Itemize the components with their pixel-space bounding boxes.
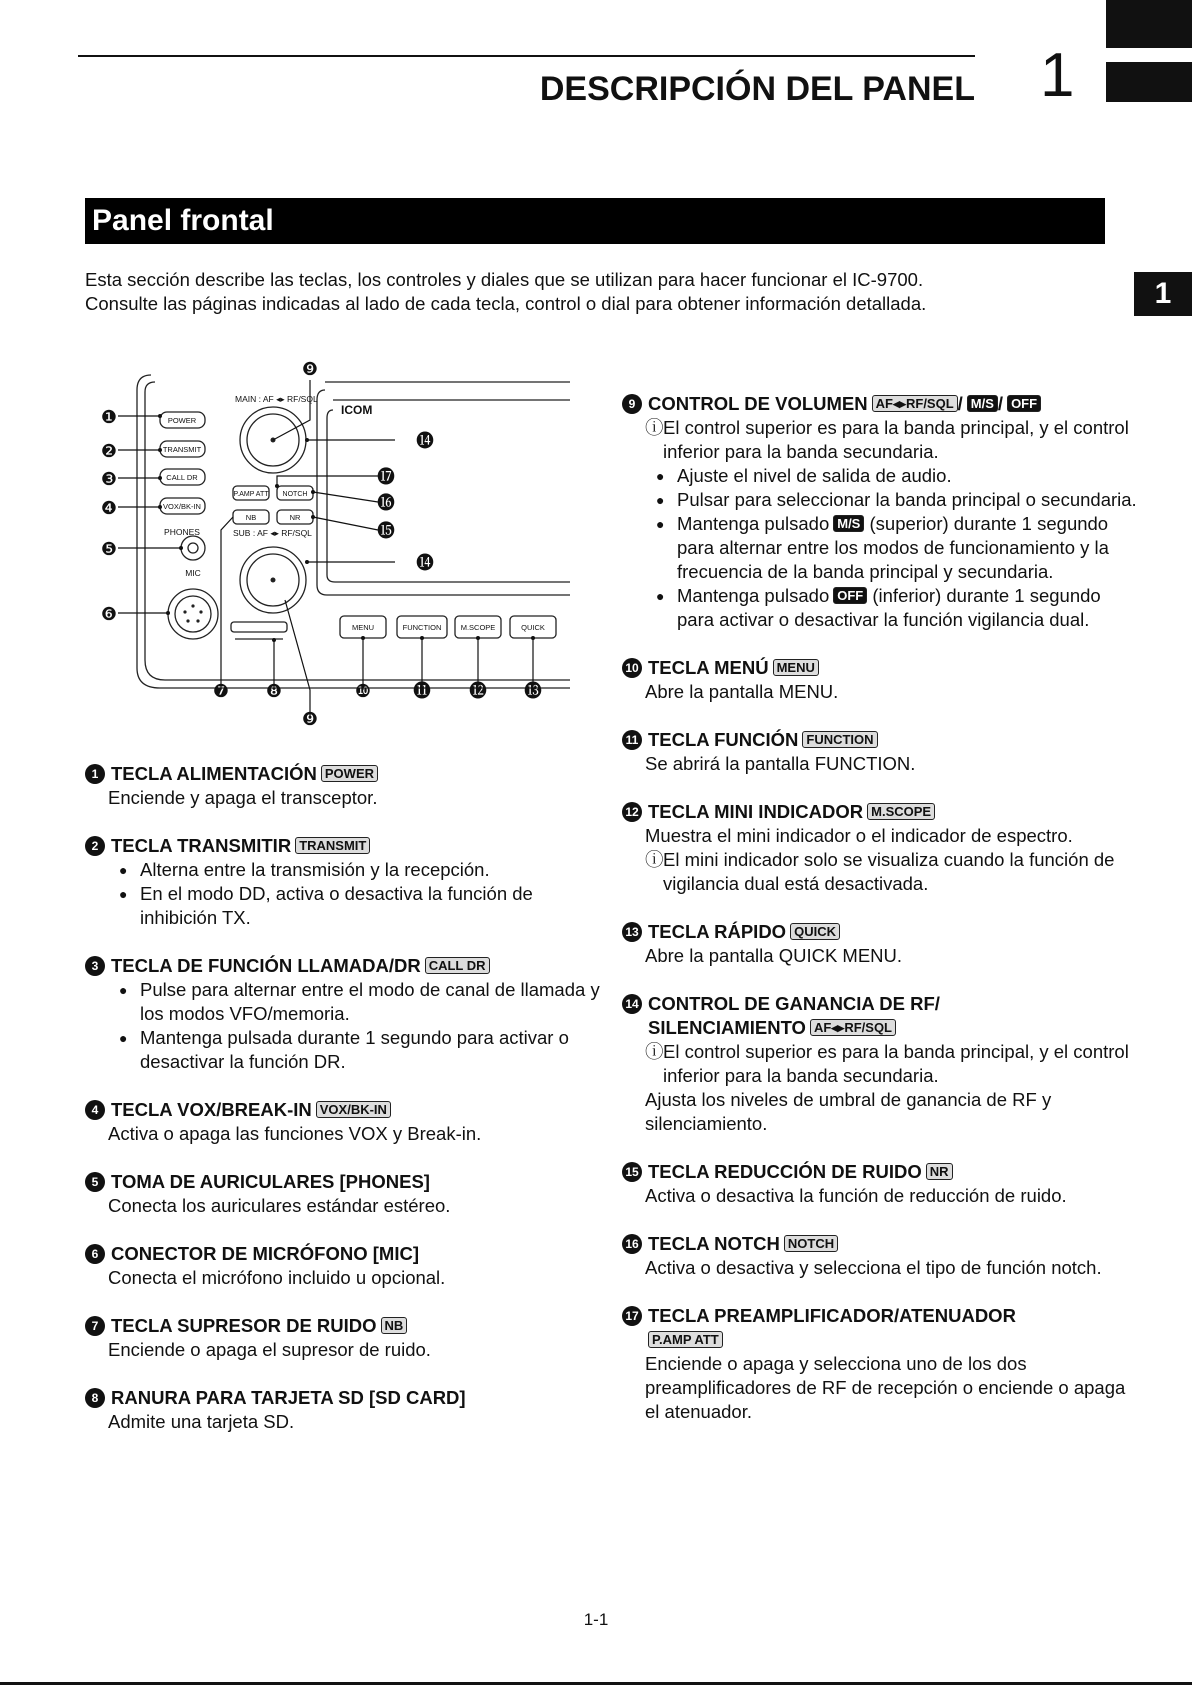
callout-11: ⓫ xyxy=(413,681,431,701)
section-title: Panel frontal xyxy=(85,198,1105,244)
bullet: ● Ajuste el nivel de salida de audio. xyxy=(622,464,1142,488)
callout-2: ❷ xyxy=(100,441,118,461)
item-desc: Enciende y apaga el transceptor. xyxy=(108,787,378,808)
item-number: 11 xyxy=(622,730,642,750)
bullet xyxy=(622,584,1142,632)
item-desc: Muestra el mini indicador o el indicador de espectro. xyxy=(645,825,1073,846)
corner-tab-bottom xyxy=(1106,62,1192,102)
item-number: 9 xyxy=(622,394,642,414)
key-icon-call: CALL DR xyxy=(425,957,490,974)
page-number: 1-1 xyxy=(583,1610,609,1629)
key-icon-mscope: M.SCOPE xyxy=(867,803,935,820)
item-title: TECLA ALIMENTACIÓN xyxy=(111,763,317,784)
key-icon-nr: NR xyxy=(926,1163,953,1180)
header-rule xyxy=(78,55,975,57)
left-column xyxy=(85,762,605,1458)
notch-btn-label: NOTCH xyxy=(282,491,308,498)
item-desc: Conecta los auriculares estándar estéreo. xyxy=(108,1195,451,1216)
item-note: El control superior es para la banda principal, y el control inferior para la banda secundaria. xyxy=(663,417,1129,462)
item-16 xyxy=(622,1232,1142,1280)
item-14 xyxy=(622,992,1142,1136)
callout-1: ❶ xyxy=(100,407,118,427)
item-desc: Activa o apaga las funciones VOX y Break-in. xyxy=(108,1123,482,1144)
callout-3: ❸ xyxy=(100,469,118,489)
bullet: ● Mantenga pulsada durante 1 segundo para activar o desactivar la función DR. xyxy=(85,1026,605,1074)
item-number: 8 xyxy=(85,1388,105,1408)
phones-label: PHONES xyxy=(164,527,200,537)
callout-4: ❹ xyxy=(100,498,118,518)
item-12 xyxy=(622,800,1142,896)
bullet: ● Pulsar para seleccionar la banda principal o secundaria. xyxy=(622,488,1142,512)
callout-13: ⓭ xyxy=(524,681,542,701)
item-title-2: SILENCIAMIENTO xyxy=(648,1017,806,1038)
item-6 xyxy=(85,1242,605,1290)
chapter-title: DESCRIPCIÓN DEL PANEL xyxy=(539,70,975,108)
key-icon-transmit: TRANSMIT xyxy=(295,837,370,854)
item-title: TOMA DE AURICULARES [PHONES] xyxy=(111,1171,430,1192)
function-btn-label: FUNCTION xyxy=(402,623,442,632)
item-title: TECLA SUPRESOR DE RUIDO xyxy=(111,1315,377,1336)
item-7 xyxy=(85,1314,605,1362)
item-title: CONTROL DE GANANCIA DE RF/ xyxy=(648,993,940,1014)
item-2 xyxy=(85,834,605,930)
item-3 xyxy=(85,954,605,1074)
item-desc: Enciende o apaga y selecciona uno de los dos preamplificadores de RF de recepción o enciende o apaga el atenuador. xyxy=(645,1353,1126,1422)
bullet xyxy=(622,512,1142,584)
item-note: El mini indicador solo se visualiza cuando la función de vigilancia dual está desactivada. xyxy=(663,849,1115,894)
callout-8: ❽ xyxy=(265,681,283,701)
menu-btn-label: MENU xyxy=(351,623,375,632)
power-btn-label: POWER xyxy=(167,416,197,425)
item-15 xyxy=(622,1160,1142,1208)
key-icon-off: OFF xyxy=(1007,395,1041,412)
item-title: CONTROL DE VOLUMEN xyxy=(648,393,868,414)
callout-14-top: ⓮ xyxy=(416,431,434,451)
intro-line-2: Consulte las páginas indicadas al lado de cada tecla, control o dial para obtener información detallada. xyxy=(85,293,927,314)
callout-14-bottom: ⓮ xyxy=(416,553,434,573)
key-icon-power: POWER xyxy=(321,765,378,782)
right-column xyxy=(622,392,1142,1448)
brand-logo: ICOM xyxy=(341,403,373,417)
item-number: 3 xyxy=(85,956,105,976)
item-number: 7 xyxy=(85,1316,105,1336)
key-icon-nb: NB xyxy=(381,1317,408,1334)
callout-6: ❻ xyxy=(100,604,118,624)
item-13 xyxy=(622,920,1142,968)
callout-10: ❿ xyxy=(354,681,372,701)
callout-9-bottom: ❾ xyxy=(301,709,319,729)
mic-label: MIC xyxy=(185,568,201,578)
callout-16: ⓰ xyxy=(377,493,395,513)
bullet: ● Pulse para alternar entre el modo de canal de llamada y los modos VFO/memoria. xyxy=(85,978,605,1026)
item-number: 10 xyxy=(622,658,642,678)
item-title: TECLA NOTCH xyxy=(648,1233,780,1254)
callout-12: ⓬ xyxy=(469,681,487,701)
item-number: 15 xyxy=(622,1162,642,1182)
item-17 xyxy=(622,1304,1142,1424)
item-note: El control superior es para la banda principal, y el control inferior para la banda secundaria. xyxy=(663,1041,1129,1086)
key-icon-notch: NOTCH xyxy=(784,1235,838,1252)
vox-btn-label: VOX/BK-IN xyxy=(163,502,201,511)
item-number: 16 xyxy=(622,1234,642,1254)
side-chapter-tab[interactable]: 1 xyxy=(1134,272,1192,316)
bullet-post: (inferior) durante 1 segundo para activar o desactivar la función vigilancia dual. xyxy=(677,585,1101,630)
main-knob-label: MAIN : AF ◂▸ RF/SQL xyxy=(235,394,318,404)
item-number: 12 xyxy=(622,802,642,822)
sub-knob-label: SUB : AF ◂▸ RF/SQL xyxy=(233,528,312,538)
item-desc: Conecta el micrófono incluido u opcional. xyxy=(108,1267,446,1288)
item-desc: Se abrirá la pantalla FUNCTION. xyxy=(645,753,916,774)
item-desc: Activa o desactiva la función de reducción de ruido. xyxy=(645,1185,1067,1206)
item-desc: Activa o desactiva y selecciona el tipo de función notch. xyxy=(645,1257,1102,1278)
item-1 xyxy=(85,762,605,810)
item-desc: Ajusta los niveles de umbral de ganancia de RF y silenciamiento. xyxy=(645,1089,1052,1134)
item-title: TECLA REDUCCIÓN DE RUIDO xyxy=(648,1161,922,1182)
item-number: 6 xyxy=(85,1244,105,1264)
key-icon-af-rf: AF◂▸RF/SQL xyxy=(810,1019,896,1036)
corner-tab-top xyxy=(1106,0,1192,48)
item-number: 1 xyxy=(85,764,105,784)
item-title: TECLA VOX/BREAK-IN xyxy=(111,1099,312,1120)
key-icon-ms: M/S xyxy=(967,395,998,412)
bullet-post: (superior) durante 1 segundo para alternar entre los modos de funcionamiento y la frecuencia de la banda principal y secundaria. xyxy=(677,513,1109,582)
item-4 xyxy=(85,1098,605,1146)
item-title: TECLA MINI INDICADOR xyxy=(648,801,864,822)
item-10 xyxy=(622,656,1142,704)
key-icon-vox: VOX/BK-IN xyxy=(316,1101,391,1118)
item-desc: Abre la pantalla QUICK MENU. xyxy=(645,945,903,966)
chapter-number: 1 xyxy=(1040,41,1075,110)
item-number: 5 xyxy=(85,1172,105,1192)
bullet: ● Alterna entre la transmisión y la recepción. xyxy=(85,858,605,882)
info-icon: ⓘ xyxy=(645,849,664,870)
nb-btn-label: NB xyxy=(245,513,257,522)
item-title: CONECTOR DE MICRÓFONO [MIC] xyxy=(111,1243,419,1264)
key-icon-af-rf: AF◂▸RF/SQL xyxy=(872,395,958,412)
item-title: TECLA MENÚ xyxy=(648,657,769,678)
quick-btn-label: QUICK xyxy=(521,623,545,632)
key-icon-off: OFF xyxy=(833,587,867,604)
key-icon-ms: M/S xyxy=(833,515,864,532)
callout-9-top: ❾ xyxy=(301,359,319,379)
item-desc: Abre la pantalla MENU. xyxy=(645,681,839,702)
info-icon: ⓘ xyxy=(645,417,664,438)
item-number: 13 xyxy=(622,922,642,942)
call-btn-label: CALL DR xyxy=(166,473,198,482)
item-11 xyxy=(622,728,1142,776)
nr-btn-label: NR xyxy=(289,513,301,522)
info-icon: ⓘ xyxy=(645,1041,664,1062)
intro-paragraph xyxy=(85,268,1105,316)
item-number: 17 xyxy=(622,1306,642,1326)
item-number: 4 xyxy=(85,1100,105,1120)
front-panel-diagram xyxy=(85,330,570,740)
item-8 xyxy=(85,1386,605,1434)
item-desc: Enciende o apaga el supresor de ruido. xyxy=(108,1339,431,1360)
transmit-btn-label: TRANSMIT xyxy=(162,445,202,454)
callout-17: ⓱ xyxy=(377,467,395,487)
bullet-pre: Mantenga pulsado xyxy=(677,585,830,606)
item-number: 14 xyxy=(622,994,642,1014)
item-title: TECLA DE FUNCIÓN LLAMADA/DR xyxy=(111,955,421,976)
item-9: 9 CONTROL DE VOLUMEN AF◂▸RF/SQL / M/S / OFF ⓘ El control superior es para la banda principal, y el control inferior para la banda secundaria. ● Ajuste el nivel de salida de audio. ● Pulsar para seleccionar la banda principal o secundaria. ● Mantenga pulsado M/S (superior) durante 1 segundo para alternar entre los modos de funcionamiento y la frecuencia de la banda principal y secundaria. ● Mantenga pulsado OFF (inferior) durante 1 segundo para activar o desactivar la función vigilancia dual. xyxy=(622,392,1142,632)
item-5 xyxy=(85,1170,605,1218)
pamp-btn-label: P.AMP ATT xyxy=(233,491,269,498)
item-title: TECLA RÁPIDO xyxy=(648,921,787,942)
item-number: 2 xyxy=(85,836,105,856)
callout-5: ❺ xyxy=(100,539,118,559)
key-icon-pamp: P.AMP ATT xyxy=(648,1331,723,1348)
callout-15: ⓯ xyxy=(377,521,395,541)
bullet-pre: Mantenga pulsado xyxy=(677,513,830,534)
bullet: ● En el modo DD, activa o desactiva la función de inhibición TX. xyxy=(85,882,605,930)
key-icon-menu: MENU xyxy=(773,659,819,676)
item-desc: Admite una tarjeta SD. xyxy=(108,1411,295,1432)
callout-7: ❼ xyxy=(212,681,230,701)
item-title: TECLA FUNCIÓN xyxy=(648,729,799,750)
intro-line-1: Esta sección describe las teclas, los controles y diales que se utilizan para hacer funcionar el IC-9700. xyxy=(85,269,924,290)
mscope-btn-label: M.SCOPE xyxy=(460,623,496,632)
key-icon-function: FUNCTION xyxy=(802,731,877,748)
key-icon-quick: QUICK xyxy=(790,923,840,940)
item-title: RANURA PARA TARJETA SD [SD CARD] xyxy=(111,1387,466,1408)
item-title: TECLA PREAMPLIFICADOR/ATENUADOR xyxy=(648,1305,1016,1326)
item-title: TECLA TRANSMITIR xyxy=(111,835,292,856)
